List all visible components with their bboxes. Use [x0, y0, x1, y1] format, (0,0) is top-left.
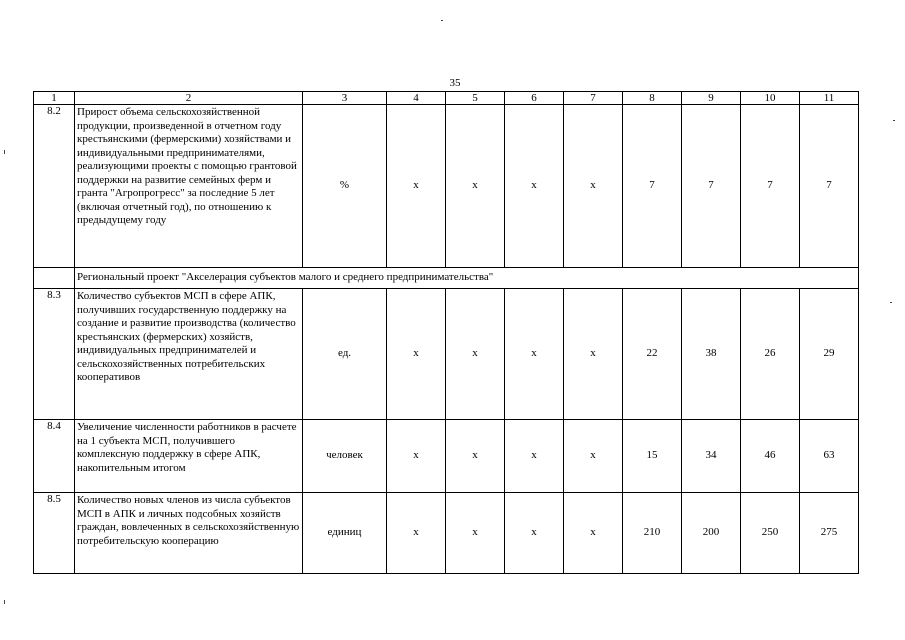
row-number: 8.4: [34, 420, 75, 493]
section-title: Региональный проект "Акселерация субъектов малого и среднего предпринимательства": [75, 268, 859, 289]
column-number-row: [34, 92, 859, 105]
header-cell: 2: [75, 92, 303, 105]
page-number: 35: [449, 77, 461, 89]
value-cell: x: [387, 420, 446, 493]
table-row: [34, 105, 859, 268]
header-cell: 5: [446, 92, 505, 105]
value-cell: x: [446, 289, 505, 420]
row-number: 8.2: [34, 105, 75, 268]
scan-speck: [4, 150, 5, 154]
header-cell: 4: [387, 92, 446, 105]
value-cell: 7: [682, 105, 741, 268]
value-cell: 22: [623, 289, 682, 420]
value-cell: x: [505, 493, 564, 574]
indicator-name: Прирост объема сельскохозяйственной продукции, произведенной в отчетном году крестьянскими (фермерскими) хозяйствами и индивидуальными предпринимателями, реализующими проекты с помощью грантовой поддержки на развитие семейных ферм и гранта "Агропрогресс" за последние 5 лет (включая отчетный год), по отношению к предыдущему году: [75, 105, 303, 268]
scan-speck: [893, 120, 895, 121]
indicator-name: Увеличение численности работников в расчете на 1 субъекта МСП, получившего комплексную поддержку в сфере АПК, накопительным итогом: [75, 420, 303, 493]
row-number: 8.3: [34, 289, 75, 420]
unit-cell: %: [303, 105, 387, 268]
value-cell: 7: [741, 105, 800, 268]
scan-speck: [441, 20, 443, 21]
header-cell: 1: [34, 92, 75, 105]
value-cell: 7: [800, 105, 859, 268]
table-row: [34, 289, 859, 420]
value-cell: 200: [682, 493, 741, 574]
header-cell: 8: [623, 92, 682, 105]
section-spacer: [34, 268, 75, 289]
header-cell: 6: [505, 92, 564, 105]
value-cell: 26: [741, 289, 800, 420]
value-cell: x: [387, 105, 446, 268]
table-row: [34, 420, 859, 493]
indicator-name: Количество новых членов из числа субъектов МСП в АПК и личных подсобных хозяйств граждан, вовлеченных в сельскохозяйственную потребительскую кооперацию: [75, 493, 303, 574]
unit-cell: единиц: [303, 493, 387, 574]
unit-cell: человек: [303, 420, 387, 493]
indicator-name: Количество субъектов МСП в сфере АПК, получивших государственную поддержку на создание и развитие производства (количество крестьянских (фермерских) хозяйств, индивидуальных предпринимателей и сельскохозяйственных потребительских кооперативов: [75, 289, 303, 420]
indicators-table: [33, 91, 859, 574]
value-cell: x: [505, 289, 564, 420]
value-cell: 250: [741, 493, 800, 574]
header-cell: 10: [741, 92, 800, 105]
unit-cell: ед.: [303, 289, 387, 420]
header-cell: 9: [682, 92, 741, 105]
header-cell: 11: [800, 92, 859, 105]
scan-speck: [4, 600, 5, 604]
value-cell: x: [564, 420, 623, 493]
value-cell: x: [446, 420, 505, 493]
value-cell: x: [564, 105, 623, 268]
value-cell: 29: [800, 289, 859, 420]
value-cell: 63: [800, 420, 859, 493]
value-cell: 7: [623, 105, 682, 268]
value-cell: x: [387, 289, 446, 420]
value-cell: 34: [682, 420, 741, 493]
value-cell: x: [505, 105, 564, 268]
table-row: [34, 493, 859, 574]
value-cell: x: [564, 289, 623, 420]
value-cell: x: [564, 493, 623, 574]
value-cell: 210: [623, 493, 682, 574]
scan-speck: [890, 302, 892, 303]
value-cell: 46: [741, 420, 800, 493]
value-cell: x: [387, 493, 446, 574]
value-cell: 15: [623, 420, 682, 493]
section-row: [34, 268, 859, 289]
header-cell: 7: [564, 92, 623, 105]
value-cell: 275: [800, 493, 859, 574]
value-cell: x: [446, 493, 505, 574]
row-number: 8.5: [34, 493, 75, 574]
value-cell: 38: [682, 289, 741, 420]
header-cell: 3: [303, 92, 387, 105]
value-cell: x: [446, 105, 505, 268]
value-cell: x: [505, 420, 564, 493]
